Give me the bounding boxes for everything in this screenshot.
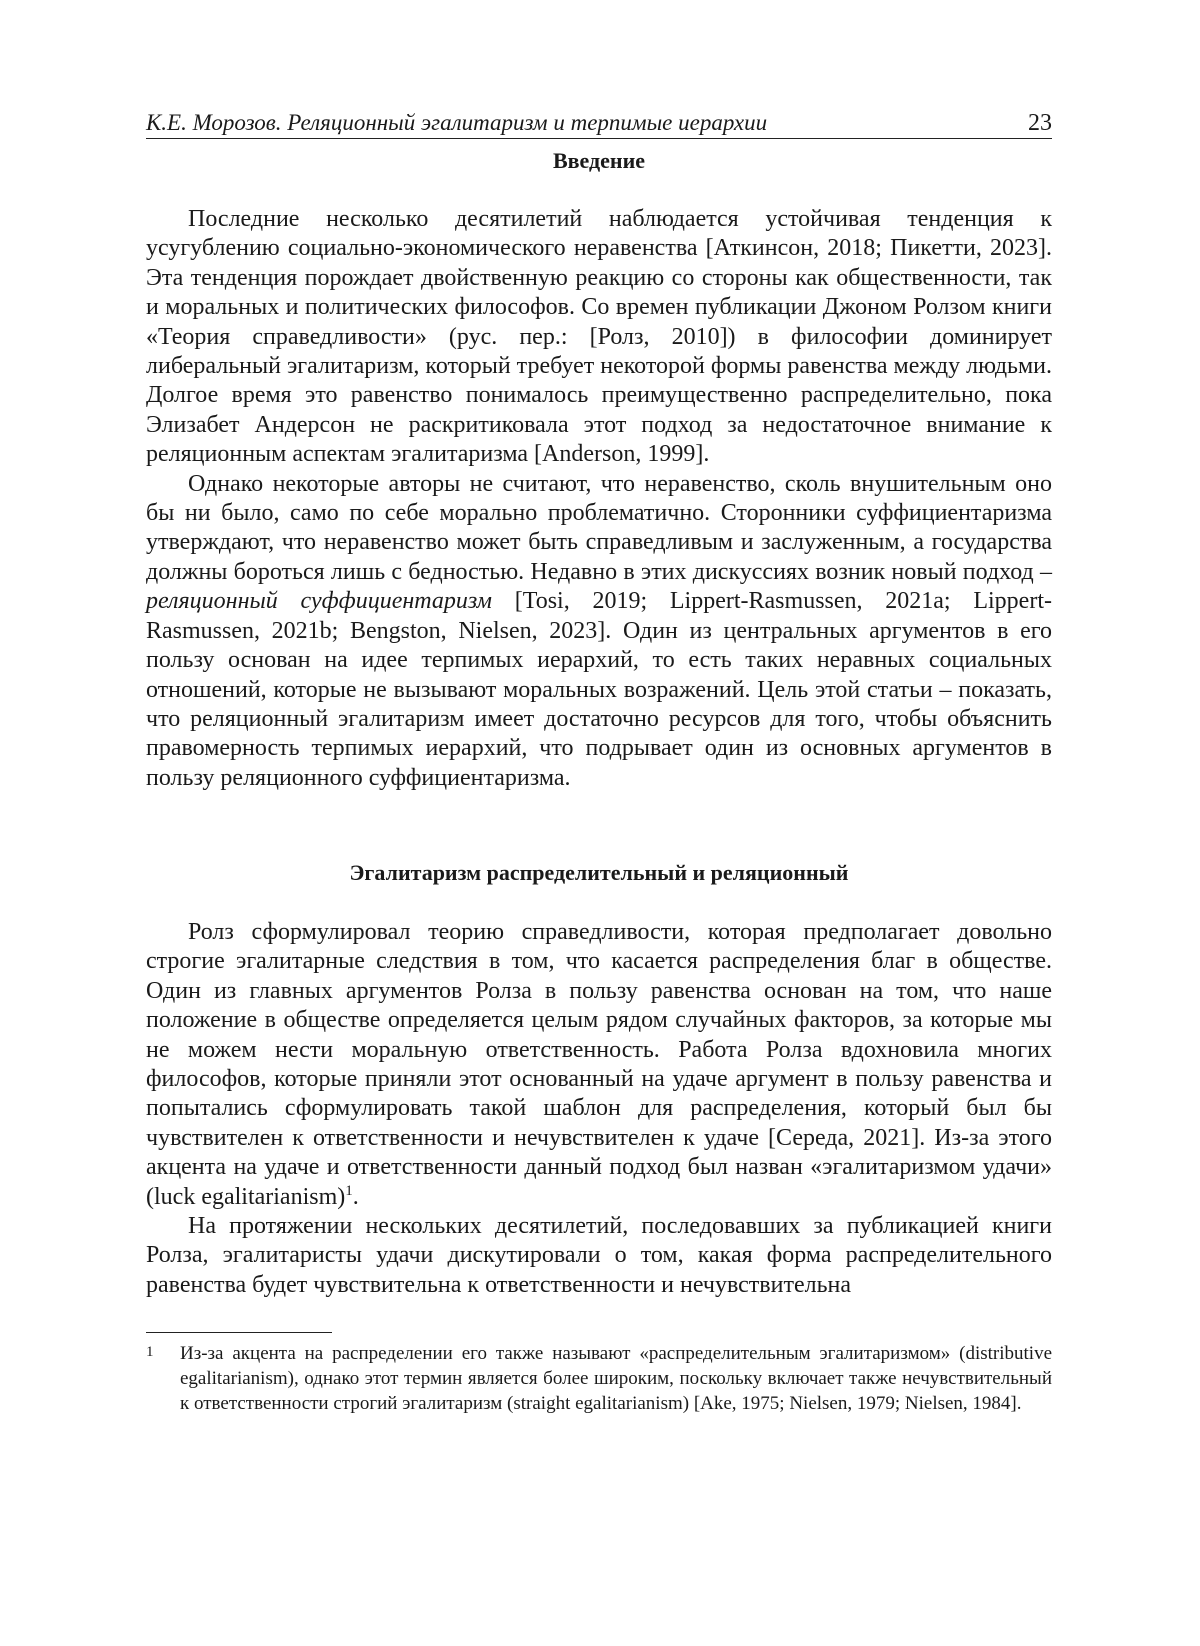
paragraph-text: Ролз сформулировал теорию справедливости, которая предполагает довольно строгие эгалитарные следствия в том, что касается распределения благ в обществе. Один из главных аргументов Ролза в пользу равенства основан на том, что наше положение в обществе определяется целым рядом случайных факторов, за которые мы не можем нести моральную ответственность. Работа Ролза вдохновила многих философов, которые приняли этот основанный на удаче аргумент в пользу равенства и попытались сформулировать такой шаблон для распределения, который был бы чувствителен к ответственности и нечувствителен к удаче [Середа, 2021]. Из-за этого акцента на удаче и ответственности данный подход был назван «эгалитаризмом удачи» (luck egalitarianism) xyxy=(146,919,1052,1210)
paragraph xyxy=(146,470,1052,793)
section-title-introduction: Введение xyxy=(552,148,646,173)
italic-term: реляционный суффициентаризм xyxy=(146,588,492,615)
running-header xyxy=(146,104,1052,139)
paragraph-end: . xyxy=(352,1183,359,1210)
running-title: К.Е. Морозов. Реляционный эгалитаризм и терпимые иерархии xyxy=(146,110,768,135)
paragraph xyxy=(146,918,1052,1212)
paragraph-text: Однако некоторые авторы не считают, что неравенство, сколь внушительным оно бы ни было, само по себе морально проблематично. Сторонники суффициентаризма утверждают, что неравенство может быть справедливым и заслуженным, а государства должны бороться лишь с бедностью. Недавно в этих дискуссиях возник новый подход – xyxy=(146,470,1052,585)
paragraph: Последние несколько десятилетий наблюдается устойчивая тенденция к усугублению социально-экономического неравенства [Аткинсон, 2018; Пикетти, 2023]. Эта тенденция порождает двойственную реакцию со стороны как общественности, так и моральных и политических философов. Со времен публикации Джоном Ролзом книги «Теория справедливости» (рус. пер.: [Ролз, 2010]) в философии доминирует либеральный эгалитаризм, который требует некоторой формы равенства между людьми. Долгое время это равенство понималось преимущественно распределительно, пока Элизабет Андерсон не раскритиковала этот подход за недостаточное внимание к реляционным аспектам эгалитаризма [Anderson, 1999]. xyxy=(146,206,1053,468)
page-number: 23 xyxy=(1028,110,1052,136)
egalitarianism-body xyxy=(146,918,1052,1300)
footnote-mark: 1 xyxy=(146,1344,154,1360)
paragraph-text: [Tosi, 2019; Lippert-Rasmussen, 2021a; Lippert-Rasmussen, 2021b; Bengston, Nielsen, 2023]. Один из центральных аргументов в его пользу основан на идее терпимых иерархий, то есть таких неравных социальных отношений, которые не вызывают моральных возражений. Цель этой статьи – показать, что реляционный эгалитаризм имеет достаточно ресурсов для того, чтобы объяснить правомерность терпимых иерархий, что подрывает один из основных аргументов в пользу реляционного суффициентаризма. xyxy=(146,588,1052,791)
paragraph: На протяжении нескольких десятилетий, последовавших за публикацией книги Ролза, эгалитаристы удачи дискутировали о том, какая форма распределительного равенства будет чувствительна к ответственности и нечувствительна xyxy=(146,1213,1052,1298)
footnote-divider xyxy=(146,1332,332,1333)
section-title-egalitarianism: Эгалитаризм распределительный и реляционный xyxy=(349,860,849,885)
footnote xyxy=(146,1341,1052,1416)
introduction-body xyxy=(146,205,1052,793)
footnote-reference: 1 xyxy=(345,1182,353,1199)
footnote-text: Из-за акцента на распределении его также называют «распределительным эгалитаризмом» (distributive egalitarianism), однако этот термин является более широким, поскольку включает также нечувствительный к ответственности строгий эгалитаризм (straight egalitarianism) [Ake, 1975; Nielsen, 1979; Nielsen, 1984]. xyxy=(180,1343,1052,1414)
